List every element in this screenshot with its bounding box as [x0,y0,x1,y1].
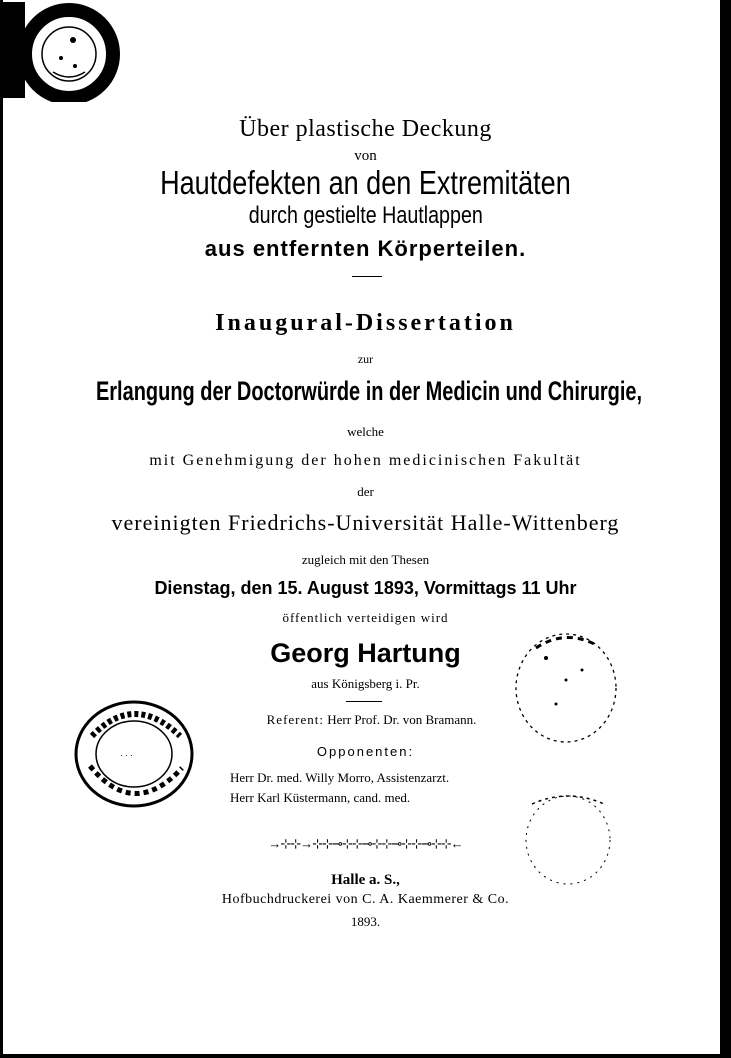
imprint-place: Halle a. S., [331,872,400,888]
library-stamp-top-left [3,2,128,102]
dissertation-heading: Inaugural-Dissertation [215,310,516,336]
referent-label: Referent: [266,712,324,727]
defend-note: öffentlich verteidigen wird [282,610,449,625]
title-line-2: von [354,148,377,164]
title-main-text: Hautdefekten an den Extremitäten [160,164,571,201]
word-zur: zur [357,352,374,366]
title-subtitle-text: durch gestielte Hautlappen [248,202,483,229]
university-name: vereinigten Friedrichs-Universität Halle-Wittenberg [111,510,620,535]
dissertation-purpose [0,376,731,407]
author-origin: aus Königsberg i. Pr. [311,676,420,691]
title-line-5: aus entfernten Körperteilen. [204,236,527,261]
opponent-2: Herr Karl Küstermann, cand. med. [230,790,411,805]
title-line-1: Über plastische Deckung [239,116,492,142]
dissertation-purpose-text: Erlangung der Doctorwürde in der Medicin und Chirurgie, [95,376,643,406]
scan-bottom-edge [0,1054,731,1058]
imprint-year: 1893. [350,914,381,929]
title-divider [352,276,382,277]
word-der: der [357,484,374,499]
ornamental-divider: →⊹⊹→⊹⊹⊸⊹⊹⊸⊹⊹⊸⊹⊹⊸⊹⊹← [268,836,463,851]
author-name: Georg Hartung [270,638,461,668]
author-divider [346,701,382,702]
defense-date: Dienstag, den 15. August 1893, Vormittags 11 Uhr [154,578,577,598]
title-line-4 [0,202,731,230]
opponent-1: Herr Dr. med. Willy Morro, Assistenzarzt. [230,770,450,785]
referent-name: Herr Prof. Dr. von Bramann. [327,712,477,727]
referent-line [0,712,731,728]
svg-text:∙ ∙ ∙: ∙ ∙ ∙ [120,750,133,760]
title-line-3 [0,164,731,202]
word-welche: welche [347,424,384,439]
faculty-approval: mit Genehmigung der hohen medicinischen Fakultät [149,452,582,469]
opponents-label: Opponenten: [316,744,415,759]
imprint-printer: Hofbuchdruckerei von C. A. Kaemmerer & Co. [221,892,510,907]
theses-note: zugleich mit den Thesen [301,552,430,567]
